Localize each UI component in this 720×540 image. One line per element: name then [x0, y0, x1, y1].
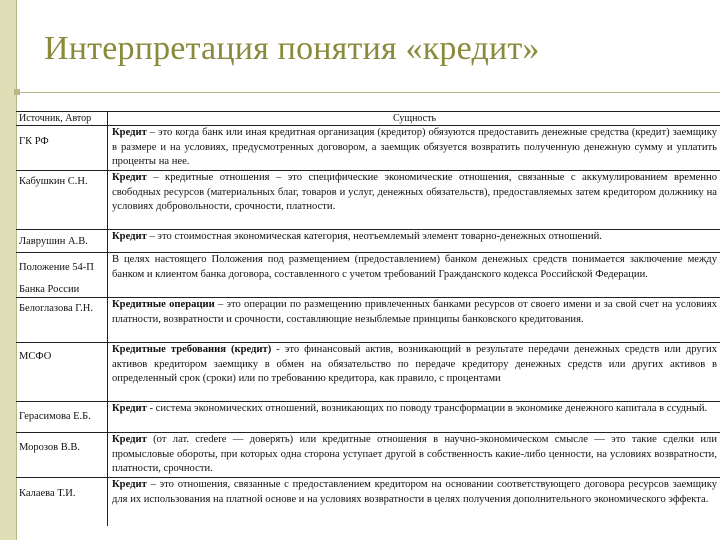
term-lead: Кредит: [112, 434, 147, 445]
term-lead: Кредит: [112, 231, 147, 242]
definition-text: – кредитные отношения – это специфические экономические отношения, связанные с аккумулированием временно свободных ресурсов (материальных благ, товаров и услуг, денежных обязательств), предоставляемых затем кредитором должнику на условиях добровольности, срочности, платности.: [112, 172, 717, 212]
source-cell: [16, 343, 108, 401]
source-cell: [16, 478, 108, 526]
slide-title: Интерпретация понятия «кредит»: [44, 30, 540, 67]
table-row: [16, 342, 720, 401]
definition-text: – это когда банк или иная кредитная организация (кредитор) обязуются предоставить денежные средства (кредит) заемщику в размере и на условиях, предусмотренных договором, а заемщик обязуется возвратить полученную денежную сумму и уплатить проценты на нее.: [112, 127, 717, 167]
left-decorative-band: [0, 0, 16, 540]
table-row: [16, 229, 720, 252]
source-cell: [16, 433, 108, 477]
definition-cell: [108, 171, 720, 229]
definition-text: - система экономических отношений, возникающих по поводу трансформации в экономике денежного капитала в ссудный.: [146, 403, 708, 414]
source-cell: [16, 230, 108, 252]
definitions-table: [16, 111, 720, 526]
table-row: [16, 170, 720, 229]
table-row: [16, 125, 720, 170]
source-text: Калаева Т.И.: [19, 488, 76, 499]
table-header-row: [16, 111, 720, 125]
definition-cell: [108, 230, 720, 252]
definition-cell: [108, 478, 720, 526]
source-text: МСФО: [19, 351, 52, 362]
definition-cell: [108, 402, 720, 432]
definition-text: В целях настоящего Положения под размещением (предоставлением) банком денежных средств понимается заключение между банком и клиентом банка договора, составленного с учетом требований Гражданского кодекса Российской Федерации.: [112, 254, 717, 280]
definition-text: – это стоимостная экономическая категория, неотъемлемый элемент товарно-денежных отношений.: [146, 231, 602, 242]
term-lead: Кредит: [112, 479, 147, 490]
source-text: Лаврушин А.В.: [19, 236, 88, 247]
source-cell: [16, 171, 108, 229]
header-essence: Сущность: [392, 113, 437, 124]
source-text: Кабушкин С.Н.: [19, 176, 88, 187]
definition-cell: [108, 433, 720, 477]
source-cell: [16, 253, 108, 297]
definition-text: – это операции по размещению привлеченных банками ресурсов от своего имени и за свой счет на условиях платности, возвратности и срочности, составляющие незыблемые принципы банковского кредитования.: [112, 299, 718, 325]
table-row: [16, 477, 720, 526]
table-row: [16, 297, 720, 342]
source-text: Морозов В.В.: [19, 442, 81, 453]
definition-cell: [108, 343, 720, 401]
definition-cell: [108, 298, 720, 342]
definition-cell: [108, 253, 720, 297]
source-text: Белоглазова Г.Н.: [19, 303, 94, 314]
term-lead: Кредит: [112, 172, 147, 183]
term-lead: Кредитные операции: [112, 299, 215, 310]
title-divider: [16, 92, 720, 93]
definition-text: - это финансовый актив, возникающий в результате передачи денежных средств или других активов кредитором заемщику в обмен на обязательство по передаче кредитору денежных средств или других активов в определенный срок (сроки) или по требованию кредитора, как правило, с процентами: [112, 344, 718, 384]
table-row: [16, 432, 720, 477]
table-row: [16, 401, 720, 432]
table-row: [16, 252, 720, 297]
definition-cell: [108, 126, 720, 170]
source-text: ГК РФ: [19, 136, 49, 147]
source-cell: [16, 402, 108, 432]
source-cell: [16, 126, 108, 170]
source-text: Положение 54-П Банка России: [19, 262, 94, 295]
source-cell: [16, 298, 108, 342]
definition-text: (от лат. credere — доверять) или кредитные отношения в научно-экономическом смысле — это такие сделки или промысловые обороты, при которых одна сторона уступает другой в собственность какие-либо ценности, на условиях возвратности, платности, срочности.: [112, 434, 717, 474]
term-lead: Кредит: [112, 127, 147, 138]
source-text: Герасимова Е.Б.: [19, 411, 91, 422]
definition-text: – это отношения, связанные с предоставлением кредитором на основании соответствующего договора ресурсов заемщику для их использования на платной основе и на условиях возвратности в целях получения дополнительного экономического эффекта.: [112, 479, 717, 505]
header-source: Источник, Автор: [16, 112, 108, 125]
term-lead: Кредитные требования (кредит): [112, 344, 272, 355]
term-lead: Кредит: [112, 403, 147, 414]
